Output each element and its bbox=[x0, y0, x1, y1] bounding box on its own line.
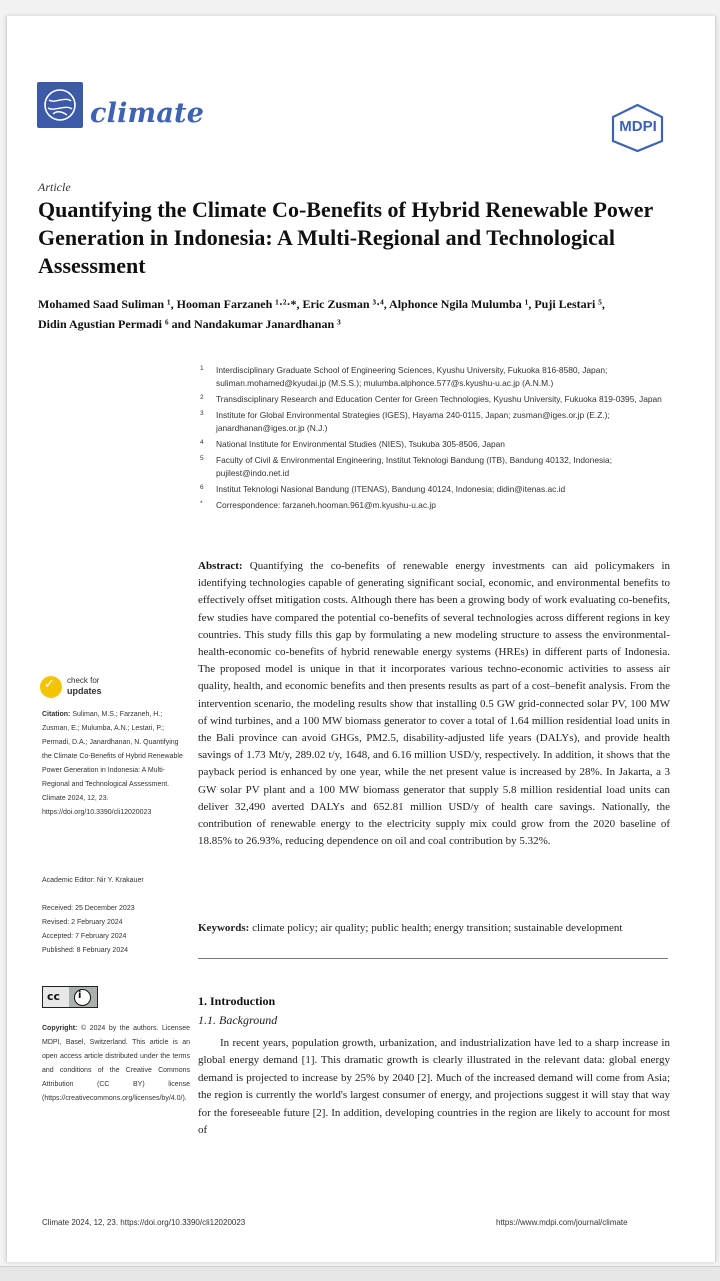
abstract bbox=[198, 558, 670, 850]
check-for-updates-button[interactable]: ✓ check for updates bbox=[40, 674, 110, 704]
footer-citation: Climate 2024, 12, 23. https://doi.org/10.3390/cli12020023 bbox=[42, 1218, 246, 1227]
page-bottom-edge bbox=[0, 1266, 720, 1281]
copyright-text: © 2024 by the authors. Licensee MDPI, Basel, Switzerland. This article is an open access article distributed under the terms and conditions of the Creative Commons Attribution (CC BY) license (https://creativecommons.org/licenses/by/4.0/). bbox=[42, 1025, 190, 1102]
affiliation-item: 1 Interdisciplinary Graduate School of Engineering Sciences, Kyushu University, Fukuoka 816-8580, Japan; suliman.mohamed@kyudai.jp (M.S.S.); mulumba.alphonce.577@s.kyushu-u.ac.jp (A.N.M.) bbox=[200, 365, 608, 388]
intro-paragraph: In recent years, population growth, urbanization, and industrialization have led to a sharp increase in global energy demand [1]. This dramatic growth is clearly illustrated in the relevant data: global energy demand is projected to increase by 25% by 2040 [2]. Much of the increased demand will come from Asia; the region is currently the world's largest consumer of energy, and projections suggest it will stay that way for the foreseeable future [2]. In addition, developing countries in the region are likely to account for most of bbox=[198, 1037, 670, 1137]
citation-text: Suliman, M.S.; Farzaneh, H.; Zusman, E.; Mulumba, A.N.; Lestari, P.; Permadi, D.A.; Janardhanan, N. Quantifying the Climate Co-Benefits of Hybrid Renewable Power Generation in Indonesia: A Multi-Regional and Technological Assessment. Climate 2024, 12, 23. https://doi.org/10.3390/cli12020023 bbox=[42, 711, 183, 816]
mdpi-logo bbox=[610, 103, 665, 153]
copyright-block bbox=[42, 1022, 190, 1106]
abstract-label: Abstract: bbox=[198, 560, 243, 572]
affiliation-item: 2 Transdisciplinary Research and Education Center for Green Technologies, Kyushu University, Fukuoka 819-0395, Japan bbox=[200, 394, 662, 404]
by-label: i bbox=[78, 990, 82, 1001]
updates-label-bottom: updates bbox=[67, 686, 102, 696]
cc-label: cc bbox=[47, 990, 61, 1003]
cc-by-license-badge[interactable] bbox=[42, 986, 98, 1008]
keywords-label: Keywords: bbox=[198, 922, 250, 934]
authors-line-2: Didin Agustian Permadi ⁶ and Nandakumar Janardhanan ³ bbox=[38, 317, 341, 331]
journal-logo-icon bbox=[37, 82, 83, 128]
updates-label-top: check for bbox=[67, 676, 100, 685]
affiliation-item: 6 Institut Teknologi Nasional Bandung (ITENAS), Bandung 40124, Indonesia; didin@itenas.ac.id bbox=[200, 484, 566, 494]
subsection-title: 1.1. Background bbox=[198, 1013, 278, 1027]
dates-block bbox=[42, 902, 190, 958]
correspondence-item: * Correspondence: farzaneh.hooman.961@m.kyushu-u.ac.jp bbox=[200, 500, 436, 510]
affiliations-list bbox=[198, 364, 678, 515]
affiliation-item: 4 National Institute for Environmental Studies (NIES), Tsukuba 305-8506, Japan bbox=[200, 439, 505, 449]
keywords-text: climate policy; air quality; public health; energy transition; sustainable development bbox=[252, 922, 623, 934]
article-title: Quantifying the Climate Co-Benefits of Hybrid Renewable Power Generation in Indonesia: A Multi-Regional and Technological Assessment bbox=[38, 197, 653, 278]
journal-name: climate bbox=[90, 98, 205, 129]
section-title: 1. Introduction bbox=[198, 994, 276, 1008]
abstract-text: Quantifying the co-benefits of renewable energy investments can aid policymakers in identifying technologies capable of generating significant social, economic, and environmental benefits to effectively offset mitigation costs. Although there has been a growing body of work evaluating co-benefits, few studies have compared the potential co-benefits of several technologies across different regions in key countries. This study fills this gap by formulating a new modeling structure to assess the environmental-health-economic co-benefits of hybrid renewable energy systems (HREs) in different parts of Indonesia. The proposed model is unique in that it incorporates various techno-economic activities to assess air quality, health, and economic benefits and then presents results as part of a cost–benefit analysis. From the intervention scenario, the modeling results show that installing 0.5 GW grid-connected solar PV, 100 MW of wind turbines, and a 100 MW biomass generator to cover a total of 1.64 million residential load units in the Bali province can avoid GHGs, PM2.5, disability-adjusted life years (DALYs), and provide health savings of 1.73 Mt/y, 289.02 t/y, 1648, and 6.16 million USD/y, respectively. In addition, it shows that the payback period is enhanced by one year, while the net present value is increased by 28%. In Jakarta, a 3 GW solar PV plant and a 100 MW biomass generator that supply 5.8 million residential load units can deliver 32,490 averted DALYs and 652.81 million USD/y of health care savings. Nationally, the contribution of renewable energy to the electricity supply mix could grow from the 2020 baseline of 18.85% to 26.93%, reducing dependence on oil and coal contribution by 5.32%. bbox=[198, 560, 671, 848]
published-date: Published: 8 February 2024 bbox=[42, 947, 128, 954]
affiliation-item: 3 Institute for Global Environmental Strategies (IGES), Hayama 240-0115, Japan; zusman@iges.or.jp (E.Z.); janardhanan@iges.or.jp (N.J.) bbox=[200, 410, 610, 433]
received-date: Received: 25 December 2023 bbox=[42, 905, 135, 912]
copyright-label: Copyright: bbox=[42, 1025, 78, 1032]
citation-block bbox=[42, 708, 190, 820]
mdpi-logo-text: MDPI bbox=[619, 118, 657, 135]
section-divider bbox=[198, 958, 668, 959]
academic-editor: Academic Editor: Nir Y. Krakauer bbox=[42, 877, 144, 884]
footer-journal-link[interactable]: https://www.mdpi.com/journal/climate bbox=[496, 1218, 628, 1227]
revised-date: Revised: 2 February 2024 bbox=[42, 919, 123, 926]
attribution-icon bbox=[74, 989, 91, 1006]
accepted-date: Accepted: 7 February 2024 bbox=[42, 933, 127, 940]
authors-line-1: Mohamed Saad Suliman ¹, Hooman Farzaneh ¹·²·*, Eric Zusman ³·⁴, Alphonce Ngila Mulumba ¹, Puji Lestari ⁵, bbox=[38, 297, 605, 311]
keywords bbox=[198, 920, 668, 936]
article-type-label: Article bbox=[38, 180, 71, 194]
citation-label: Citation: bbox=[42, 711, 71, 718]
affiliation-item: 5 Faculty of Civil & Environmental Engineering, Institut Teknologi Bandung (ITB), Bandung 40132, Indonesia; pujilest@indo.net.id bbox=[200, 455, 613, 478]
author-list bbox=[38, 294, 688, 334]
